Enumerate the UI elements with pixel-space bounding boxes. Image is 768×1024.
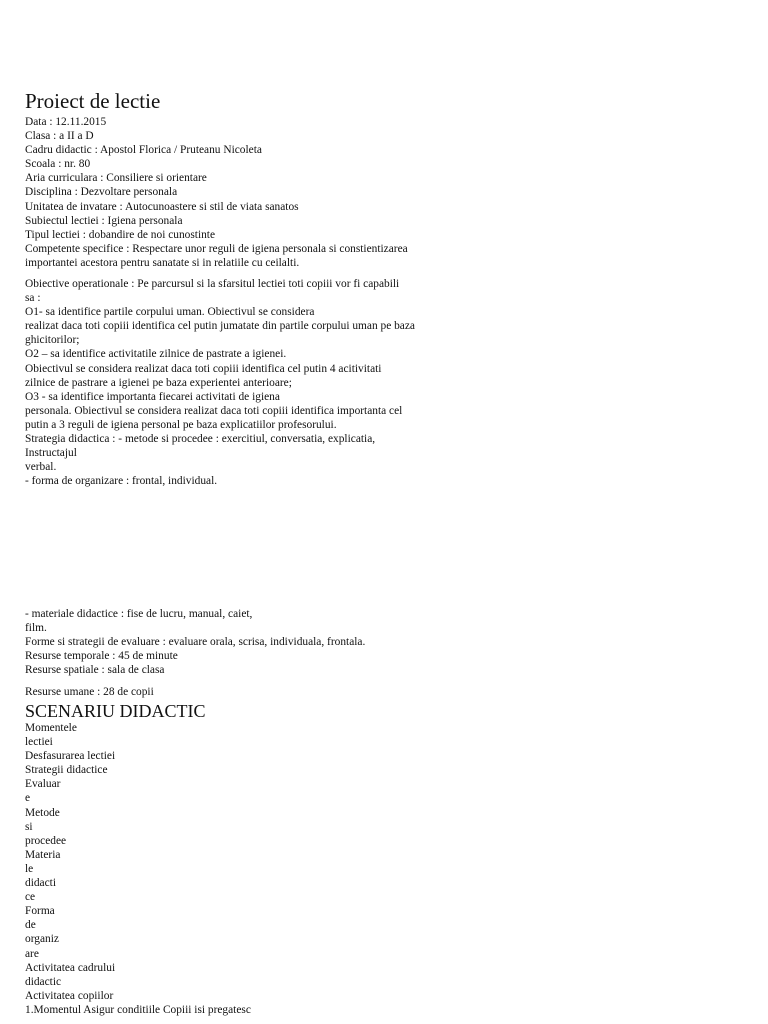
info-line-teacher: Cadru didactic : Apostol Florica / Pruteanu Nicoleta (25, 144, 262, 157)
info-line-date: Data : 12.11.2015 (25, 116, 107, 128)
scenario-cell: Strategii didactice (25, 764, 108, 777)
info-line-subject: Subiectul lectiei : Igiena personala (25, 214, 183, 227)
strategy-line: verbal. (25, 461, 57, 474)
scenario-cell: de (25, 919, 36, 932)
info-line-discipline: Disciplina : Dezvoltare personala (25, 186, 178, 199)
human-resources-block (25, 685, 725, 699)
resources-block (25, 607, 725, 677)
resource-line-human: Resurse umane : 28 de copii (25, 686, 154, 698)
scenario-cell: ce (25, 891, 36, 904)
scenario-cell: le (25, 862, 34, 875)
scenario-cell: Metode (25, 806, 60, 819)
scenario-cell: lectiei (25, 736, 53, 749)
strategy-line: Strategia didactica : - metode si procedee : exercitiul, conversatia, explicatia, (25, 433, 376, 446)
objective-line: Obiectivul se considera realizat daca toti copiii identifica cel putin 4 acitivitati (25, 362, 382, 375)
lesson-info-block (25, 115, 725, 270)
info-line-class: Clasa : a II a D (25, 130, 94, 143)
resource-line-space: Resurse spatiale : sala de clasa (25, 664, 165, 677)
objective-line: O2 – sa identifice activitatile zilnice de pastrate a igienei. (25, 348, 287, 361)
scenario-cell: Evaluar (25, 778, 61, 791)
document-title: Proiect de lectie (25, 89, 161, 113)
info-line-competences: Competente specifice : Respectare unor reguli de igiena personala si constientizarea (25, 242, 408, 255)
resource-line-time: Resurse temporale : 45 de minute (25, 650, 178, 663)
scenario-cell: Forma (25, 905, 55, 918)
objective-line: Obiective operationale : Pe parcursul si la sfarsitul lectiei toti copiii vor fi capabili (25, 278, 400, 290)
scenario-cell: si (25, 820, 33, 833)
scenario-cell: didactic (25, 975, 62, 988)
objective-line: zilnice de pastrare a igienei pe baza experientei anterioare; (25, 376, 292, 389)
objective-line: O3 - sa identifice importanta fiecarei activitati de igiena (25, 390, 280, 403)
info-line-learning-unit: Unitatea de invatare : Autocunoastere si stil de viata sanatos (25, 200, 299, 213)
scenario-cell: are (25, 947, 39, 960)
info-line-competences-cont: importantei acestora pentru sanatate si in relatiile cu ceilalti. (25, 256, 300, 269)
scenario-cell: procedee (25, 834, 67, 847)
objective-line: personala. Obiectivul se considera realizat daca toti copiii identifica importanta cel (25, 404, 403, 417)
scenario-heading: SCENARIU DIDACTIC (25, 701, 206, 721)
scenario-cell: Momentele (25, 722, 77, 734)
info-line-curriculum-area: Aria curriculara : Consiliere si orientare (25, 172, 207, 185)
objective-line: putin a 3 reguli de igiena personal pe baza explicatiilor profesorului. (25, 418, 337, 431)
info-line-lesson-type: Tipul lectiei : dobandire de noi cunostinte (25, 228, 216, 241)
scenario-cell: Desfasurarea lectiei (25, 750, 116, 763)
scenario-cell: Activitatea copiilor (25, 989, 114, 1002)
strategy-line: - forma de organizare : frontal, individual. (25, 475, 218, 488)
objective-line: sa : (25, 292, 41, 305)
info-line-school: Scoala : nr. 80 (25, 158, 91, 171)
resource-line-materials-cont: film. (25, 622, 47, 635)
strategy-line: Instructajul (25, 447, 77, 460)
scenario-cell: didacti (25, 877, 56, 890)
resource-line-materials: - materiale didactice : fise de lucru, manual, caiet, (25, 608, 253, 620)
objective-line: O1- sa identifice partile corpului uman. Obiectivul se considera (25, 306, 315, 319)
objective-line: ghicitorilor; (25, 334, 80, 347)
scenario-cell: organiz (25, 933, 59, 946)
objectives-block (25, 277, 725, 488)
resource-line-evaluation: Forme si strategii de evaluare : evaluare orala, scrisa, individuala, frontala. (25, 636, 366, 649)
scenario-cell: Activitatea cadrului (25, 961, 116, 974)
scenario-cell: 1.Momentul Asigur conditiile Copiii isi pregatesc (25, 1003, 251, 1016)
scenario-cell: Materia (25, 848, 61, 861)
scenario-cell: e (25, 792, 31, 805)
scenario-table-text (25, 721, 725, 1017)
objective-line: realizat daca toti copiii identifica cel putin jumatate din partile corpului uman pe baza (25, 320, 415, 333)
